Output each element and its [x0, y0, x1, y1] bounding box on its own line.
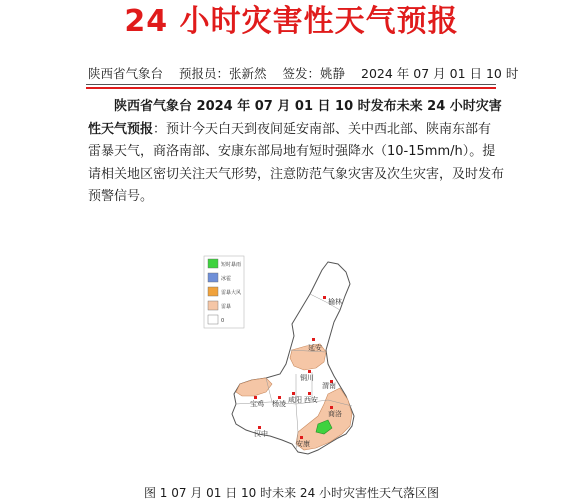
signer: 签发：姚静 — [282, 66, 346, 81]
legend-swatch-2 — [208, 287, 218, 296]
divider-thin — [86, 84, 496, 85]
city-label-xianyang: 咸阳 — [288, 396, 302, 404]
legend-swatch-1 — [208, 273, 218, 282]
city-marker-yanan — [312, 338, 315, 341]
city-label-shangluo: 商洛 — [328, 410, 342, 418]
legend-swatch-0 — [208, 259, 218, 268]
city-marker-ankang — [300, 436, 303, 439]
city-label-ankang: 安康 — [296, 440, 310, 448]
city-marker-xian — [308, 392, 311, 395]
forecast-body — [88, 96, 504, 209]
map-legend — [204, 256, 244, 328]
city-label-hanzhong: 汉中 — [254, 430, 268, 438]
weather-map — [200, 254, 380, 474]
forecaster: 预报员：张新然 — [179, 66, 267, 81]
legend-swatch-4 — [208, 315, 218, 324]
page-title: 24 小时灾害性天气预报 — [124, 4, 459, 39]
city-label-yulin: 榆林 — [328, 298, 342, 306]
issue-datetime: 2024 年 07 月 01 日 10 时 — [361, 66, 519, 81]
city-label-tongchuan: 铜川 — [300, 374, 314, 382]
legend-label-3: 雷暴 — [221, 304, 232, 310]
figure-caption: 图 1 07 月 01 日 10 时未来 24 小时灾害性天气落区图 — [143, 486, 440, 500]
legend-label-4: 0 — [221, 318, 225, 324]
legend-label-1: 冰雹 — [221, 276, 232, 282]
legend-label-0: 短时暴雨 — [221, 262, 242, 268]
city-label-baoji: 宝鸡 — [250, 400, 264, 408]
city-marker-shangluo — [330, 406, 333, 409]
legend-swatch-3 — [208, 301, 218, 310]
forecast-lead: 陕西省气象台 2024 年 07 月 01 日 10 时发布未来 24 小时灾害性天气预报 — [88, 99, 502, 137]
city-label-xian: 西安 — [304, 396, 318, 404]
city-label-yanan: 延安 — [308, 344, 322, 352]
city-marker-xianyang — [292, 392, 295, 395]
issuer: 陕西省气象台 — [88, 66, 164, 81]
meta-line — [88, 66, 519, 82]
city-marker-hanzhong — [258, 426, 261, 429]
city-label-yangling: 杨凌 — [272, 400, 286, 408]
city-marker-yulin — [323, 296, 326, 299]
forecast-text: ：预计今天白天到夜间延安南部、关中西北部、陕南东部有雷暴天气，商洛南部、安康东部局地有短时强降水（10-15mm/h）。提请相关地区密切关注天气形势，注意防范气象灾害及次生灾害，及时发布预警信号。 — [88, 121, 505, 204]
city-label-weinan: 渭南 — [322, 382, 336, 390]
divider-red — [86, 87, 496, 89]
legend-label-2: 雷暴大风 — [221, 290, 242, 296]
city-marker-baoji — [254, 396, 257, 399]
city-marker-yangling — [278, 396, 281, 399]
city-marker-tongchuan — [308, 370, 311, 373]
